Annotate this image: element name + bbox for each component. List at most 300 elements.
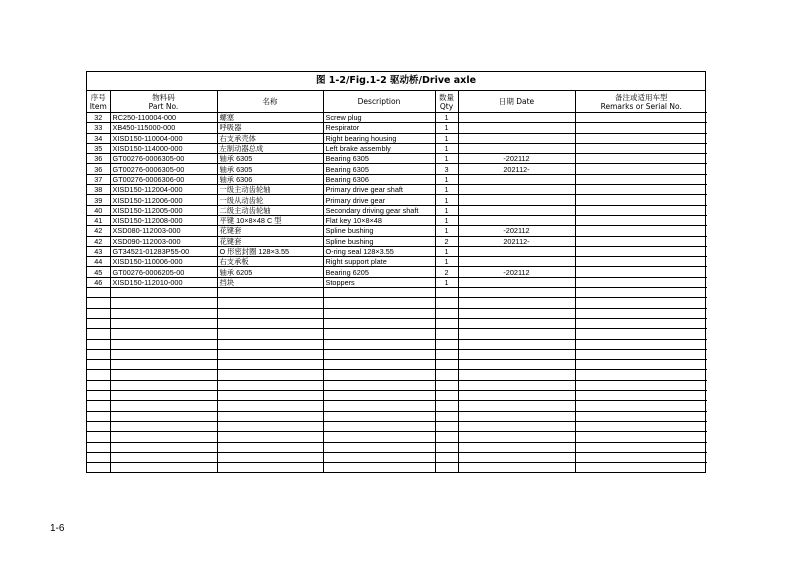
empty-qty-cell	[435, 391, 458, 401]
empty-item-cell	[87, 411, 110, 421]
empty-item-cell	[87, 349, 110, 359]
part-number-cell: XISD150-114000-000	[110, 143, 217, 153]
qty-cell: 1	[435, 195, 458, 205]
name-cell: 挡块	[217, 277, 323, 287]
empty-description-cell	[323, 401, 435, 411]
qty-cell: 1	[435, 215, 458, 225]
part-number-cell: XISD150-112006-000	[110, 195, 217, 205]
parts-table	[87, 91, 707, 472]
empty-remarks-cell	[575, 370, 707, 380]
remarks-header-en: Remarks or Serial No.	[600, 101, 682, 111]
name-cell: 轴承 6205	[217, 267, 323, 277]
empty-table-row	[87, 421, 707, 431]
empty-item-cell	[87, 288, 110, 298]
item-cell: 43	[87, 246, 110, 256]
table-row	[87, 195, 707, 205]
empty-table-row	[87, 339, 707, 349]
item-cell: 33	[87, 123, 110, 133]
empty-description-cell	[323, 391, 435, 401]
empty-description-cell	[323, 432, 435, 442]
remarks-cell	[575, 277, 707, 287]
empty-remarks-cell	[575, 349, 707, 359]
qty-cell: 1	[435, 154, 458, 164]
empty-item-cell	[87, 432, 110, 442]
table-row	[87, 133, 707, 143]
remarks-cell	[575, 123, 707, 133]
empty-name-cell	[217, 318, 323, 328]
item-cell: 39	[87, 195, 110, 205]
date-cell	[458, 185, 575, 195]
description-cell: Right bearing housing	[323, 133, 435, 143]
date-cell	[458, 143, 575, 153]
empty-qty-cell	[435, 308, 458, 318]
date-cell	[458, 246, 575, 256]
empty-part-number-cell	[110, 421, 217, 431]
table-row	[87, 205, 707, 215]
header-row	[87, 91, 707, 113]
empty-date-cell	[458, 360, 575, 370]
empty-part-number-cell	[110, 401, 217, 411]
empty-table-row	[87, 370, 707, 380]
table-row	[87, 257, 707, 267]
empty-table-row	[87, 442, 707, 452]
part-number-cell: XSD080-112003-000	[110, 226, 217, 236]
empty-date-cell	[458, 421, 575, 431]
date-cell	[458, 174, 575, 184]
table-row	[87, 246, 707, 256]
qty-cell: 1	[435, 113, 458, 123]
empty-name-cell	[217, 308, 323, 318]
item-cell: 38	[87, 185, 110, 195]
description-cell: Bearing 6305	[323, 164, 435, 174]
col-name-header: 名称	[217, 91, 323, 113]
col-description-header: Description	[323, 91, 435, 113]
qty-header-en: Qty	[439, 101, 454, 111]
name-cell: 平键 10×8×48 C 型	[217, 215, 323, 225]
empty-qty-cell	[435, 370, 458, 380]
remarks-header-cn: 备注或适用车型	[615, 92, 668, 102]
description-cell: Primary drive gear shaft	[323, 185, 435, 195]
table-row	[87, 185, 707, 195]
table-row	[87, 267, 707, 277]
empty-part-number-cell	[110, 452, 217, 462]
empty-part-number-cell	[110, 370, 217, 380]
part-number-cell: XISD150-112010-000	[110, 277, 217, 287]
col-part-header	[110, 91, 217, 113]
part-number-cell: XISD150-112008-000	[110, 215, 217, 225]
date-cell	[458, 205, 575, 215]
empty-date-cell	[458, 401, 575, 411]
date-cell	[458, 123, 575, 133]
table-row	[87, 174, 707, 184]
empty-description-cell	[323, 442, 435, 452]
qty-cell: 1	[435, 257, 458, 267]
remarks-cell	[575, 246, 707, 256]
name-cell: 一级主动齿轮轴	[217, 185, 323, 195]
remarks-cell	[575, 113, 707, 123]
item-cell: 36	[87, 154, 110, 164]
remarks-cell	[575, 133, 707, 143]
remarks-cell	[575, 257, 707, 267]
name-cell: 轴承 6305	[217, 154, 323, 164]
date-cell: 202112-	[458, 164, 575, 174]
empty-date-cell	[458, 380, 575, 390]
empty-part-number-cell	[110, 380, 217, 390]
item-cell: 44	[87, 257, 110, 267]
item-cell: 37	[87, 174, 110, 184]
qty-header-cn: 数量	[439, 92, 454, 102]
empty-part-number-cell	[110, 463, 217, 473]
part-header-en: Part No.	[148, 101, 179, 111]
date-cell: 202112-	[458, 236, 575, 246]
empty-table-row	[87, 452, 707, 462]
description-cell: Bearing 6205	[323, 267, 435, 277]
empty-qty-cell	[435, 288, 458, 298]
empty-part-number-cell	[110, 298, 217, 308]
table-row	[87, 226, 707, 236]
item-cell: 45	[87, 267, 110, 277]
part-number-cell: GT00276-0006305-00	[110, 154, 217, 164]
empty-qty-cell	[435, 329, 458, 339]
remarks-cell	[575, 236, 707, 246]
col-qty-header	[435, 91, 458, 113]
description-cell: Right support plate	[323, 257, 435, 267]
empty-name-cell	[217, 401, 323, 411]
table-row	[87, 113, 707, 123]
empty-name-cell	[217, 349, 323, 359]
name-cell: 轴承 6306	[217, 174, 323, 184]
table-row	[87, 277, 707, 287]
qty-cell: 1	[435, 123, 458, 133]
empty-date-cell	[458, 391, 575, 401]
empty-name-cell	[217, 329, 323, 339]
table-row	[87, 143, 707, 153]
empty-date-cell	[458, 329, 575, 339]
description-cell: Spline bushing	[323, 226, 435, 236]
qty-cell: 1	[435, 226, 458, 236]
parts-table-sheet	[86, 71, 706, 473]
empty-description-cell	[323, 411, 435, 421]
date-cell	[458, 277, 575, 287]
empty-qty-cell	[435, 339, 458, 349]
name-cell: 二级主动齿轮轴	[217, 205, 323, 215]
empty-part-number-cell	[110, 339, 217, 349]
empty-name-cell	[217, 380, 323, 390]
remarks-cell	[575, 267, 707, 277]
part-number-cell: XSD090-112003-000	[110, 236, 217, 246]
item-cell: 32	[87, 113, 110, 123]
remarks-cell	[575, 195, 707, 205]
item-cell: 42	[87, 236, 110, 246]
empty-part-number-cell	[110, 308, 217, 318]
empty-item-cell	[87, 339, 110, 349]
empty-table-row	[87, 401, 707, 411]
description-cell: Spline bushing	[323, 236, 435, 246]
empty-item-cell	[87, 452, 110, 462]
description-cell: Bearing 6305	[323, 154, 435, 164]
empty-date-cell	[458, 318, 575, 328]
empty-remarks-cell	[575, 360, 707, 370]
table-row	[87, 154, 707, 164]
item-cell: 41	[87, 215, 110, 225]
part-number-cell: XISD150-110006-000	[110, 257, 217, 267]
empty-table-row	[87, 318, 707, 328]
empty-date-cell	[458, 288, 575, 298]
date-cell: -202112	[458, 267, 575, 277]
description-cell: Flat key 10×8×48	[323, 215, 435, 225]
empty-name-cell	[217, 360, 323, 370]
qty-cell: 1	[435, 143, 458, 153]
empty-qty-cell	[435, 432, 458, 442]
empty-date-cell	[458, 432, 575, 442]
empty-item-cell	[87, 360, 110, 370]
name-cell: 轴承 6305	[217, 164, 323, 174]
date-cell	[458, 215, 575, 225]
col-remarks-header	[575, 91, 707, 113]
empty-remarks-cell	[575, 318, 707, 328]
empty-item-cell	[87, 308, 110, 318]
remarks-cell	[575, 174, 707, 184]
name-cell: 左制动器总成	[217, 143, 323, 153]
empty-remarks-cell	[575, 329, 707, 339]
col-date-header: 日期 Date	[458, 91, 575, 113]
empty-item-cell	[87, 421, 110, 431]
empty-date-cell	[458, 370, 575, 380]
description-cell: Bearing 6306	[323, 174, 435, 184]
description-cell: O-ring seal 128×3.55	[323, 246, 435, 256]
date-cell	[458, 195, 575, 205]
qty-cell: 2	[435, 236, 458, 246]
date-cell	[458, 113, 575, 123]
empty-date-cell	[458, 298, 575, 308]
empty-table-row	[87, 288, 707, 298]
qty-cell: 1	[435, 133, 458, 143]
table-row	[87, 236, 707, 246]
empty-part-number-cell	[110, 411, 217, 421]
item-cell: 34	[87, 133, 110, 143]
item-header-en: Item	[89, 101, 107, 111]
name-cell: 右支承壳体	[217, 133, 323, 143]
empty-description-cell	[323, 421, 435, 431]
empty-date-cell	[458, 349, 575, 359]
empty-name-cell	[217, 391, 323, 401]
remarks-cell	[575, 143, 707, 153]
date-cell: -202112	[458, 154, 575, 164]
description-cell: Screw plug	[323, 113, 435, 123]
empty-description-cell	[323, 339, 435, 349]
empty-part-number-cell	[110, 360, 217, 370]
empty-remarks-cell	[575, 288, 707, 298]
description-cell: Secondary driving gear shaft	[323, 205, 435, 215]
empty-qty-cell	[435, 298, 458, 308]
empty-item-cell	[87, 370, 110, 380]
empty-table-row	[87, 360, 707, 370]
part-number-cell: GT00276-0006205-00	[110, 267, 217, 277]
empty-qty-cell	[435, 318, 458, 328]
remarks-cell	[575, 164, 707, 174]
part-number-cell: XISD150-110004-000	[110, 133, 217, 143]
page-number: 1-6	[50, 523, 65, 534]
empty-description-cell	[323, 360, 435, 370]
empty-qty-cell	[435, 380, 458, 390]
item-header-cn: 序号	[90, 92, 106, 102]
empty-qty-cell	[435, 452, 458, 462]
part-number-cell: RC250-110004-000	[110, 113, 217, 123]
empty-description-cell	[323, 329, 435, 339]
empty-description-cell	[323, 349, 435, 359]
empty-description-cell	[323, 288, 435, 298]
empty-item-cell	[87, 380, 110, 390]
date-cell	[458, 133, 575, 143]
empty-table-row	[87, 308, 707, 318]
description-cell: Primary drive gear	[323, 195, 435, 205]
description-cell: Left brake assembly	[323, 143, 435, 153]
table-row	[87, 123, 707, 133]
name-cell: 花键套	[217, 236, 323, 246]
empty-remarks-cell	[575, 339, 707, 349]
name-cell: 花键套	[217, 226, 323, 236]
empty-name-cell	[217, 463, 323, 473]
empty-part-number-cell	[110, 288, 217, 298]
empty-item-cell	[87, 391, 110, 401]
table-row	[87, 164, 707, 174]
empty-remarks-cell	[575, 401, 707, 411]
empty-table-row	[87, 349, 707, 359]
item-cell: 42	[87, 226, 110, 236]
qty-cell: 1	[435, 246, 458, 256]
empty-qty-cell	[435, 360, 458, 370]
empty-name-cell	[217, 442, 323, 452]
part-header-cn: 物料码	[152, 92, 175, 102]
empty-table-row	[87, 329, 707, 339]
empty-remarks-cell	[575, 432, 707, 442]
empty-name-cell	[217, 411, 323, 421]
qty-cell: 1	[435, 174, 458, 184]
remarks-cell	[575, 215, 707, 225]
empty-remarks-cell	[575, 452, 707, 462]
empty-part-number-cell	[110, 432, 217, 442]
empty-qty-cell	[435, 421, 458, 431]
empty-remarks-cell	[575, 421, 707, 431]
name-cell: O 形密封圈 128×3.55	[217, 246, 323, 256]
date-cell	[458, 257, 575, 267]
item-cell: 36	[87, 164, 110, 174]
empty-description-cell	[323, 308, 435, 318]
remarks-cell	[575, 205, 707, 215]
empty-item-cell	[87, 401, 110, 411]
empty-name-cell	[217, 288, 323, 298]
empty-name-cell	[217, 432, 323, 442]
remarks-cell	[575, 185, 707, 195]
empty-part-number-cell	[110, 329, 217, 339]
empty-part-number-cell	[110, 349, 217, 359]
empty-remarks-cell	[575, 391, 707, 401]
parts-table-body	[87, 113, 707, 473]
part-number-cell: GT00276-0006306-00	[110, 174, 217, 184]
empty-item-cell	[87, 298, 110, 308]
empty-remarks-cell	[575, 298, 707, 308]
empty-description-cell	[323, 463, 435, 473]
remarks-cell	[575, 226, 707, 236]
empty-remarks-cell	[575, 463, 707, 473]
empty-remarks-cell	[575, 442, 707, 452]
qty-cell: 1	[435, 277, 458, 287]
empty-qty-cell	[435, 411, 458, 421]
item-cell: 46	[87, 277, 110, 287]
empty-qty-cell	[435, 463, 458, 473]
qty-cell: 1	[435, 205, 458, 215]
name-cell: 右支承板	[217, 257, 323, 267]
empty-name-cell	[217, 452, 323, 462]
empty-item-cell	[87, 463, 110, 473]
empty-table-row	[87, 298, 707, 308]
empty-remarks-cell	[575, 380, 707, 390]
qty-cell: 1	[435, 185, 458, 195]
part-number-cell: GT00276-0006305-00	[110, 164, 217, 174]
empty-name-cell	[217, 421, 323, 431]
empty-table-row	[87, 380, 707, 390]
empty-part-number-cell	[110, 391, 217, 401]
qty-cell: 2	[435, 267, 458, 277]
empty-remarks-cell	[575, 411, 707, 421]
part-number-cell: GT34521-01283P55-00	[110, 246, 217, 256]
empty-table-row	[87, 391, 707, 401]
empty-name-cell	[217, 339, 323, 349]
empty-date-cell	[458, 411, 575, 421]
description-cell: Stoppers	[323, 277, 435, 287]
item-cell: 40	[87, 205, 110, 215]
empty-name-cell	[217, 298, 323, 308]
col-item-header	[87, 91, 110, 113]
remarks-cell	[575, 154, 707, 164]
name-cell: 一级从动齿轮	[217, 195, 323, 205]
name-cell: 螺塞	[217, 113, 323, 123]
empty-table-row	[87, 463, 707, 473]
part-number-cell: XB450-115000-000	[110, 123, 217, 133]
empty-part-number-cell	[110, 318, 217, 328]
empty-item-cell	[87, 318, 110, 328]
empty-name-cell	[217, 370, 323, 380]
empty-date-cell	[458, 308, 575, 318]
part-number-cell: XISD150-112005-000	[110, 205, 217, 215]
part-number-cell: XISD150-112004-000	[110, 185, 217, 195]
empty-description-cell	[323, 380, 435, 390]
empty-date-cell	[458, 452, 575, 462]
empty-part-number-cell	[110, 442, 217, 452]
empty-remarks-cell	[575, 308, 707, 318]
empty-qty-cell	[435, 442, 458, 452]
table-title: 图 1-2/Fig.1-2 驱动桥/Drive axle	[87, 72, 705, 91]
empty-description-cell	[323, 452, 435, 462]
empty-item-cell	[87, 442, 110, 452]
empty-table-row	[87, 432, 707, 442]
empty-description-cell	[323, 298, 435, 308]
empty-item-cell	[87, 329, 110, 339]
table-row	[87, 215, 707, 225]
empty-description-cell	[323, 318, 435, 328]
empty-date-cell	[458, 463, 575, 473]
empty-qty-cell	[435, 401, 458, 411]
item-cell: 35	[87, 143, 110, 153]
description-cell: Respirator	[323, 123, 435, 133]
date-cell: -202112	[458, 226, 575, 236]
empty-date-cell	[458, 442, 575, 452]
empty-qty-cell	[435, 349, 458, 359]
qty-cell: 3	[435, 164, 458, 174]
name-cell: 呼吸器	[217, 123, 323, 133]
empty-description-cell	[323, 370, 435, 380]
empty-table-row	[87, 411, 707, 421]
